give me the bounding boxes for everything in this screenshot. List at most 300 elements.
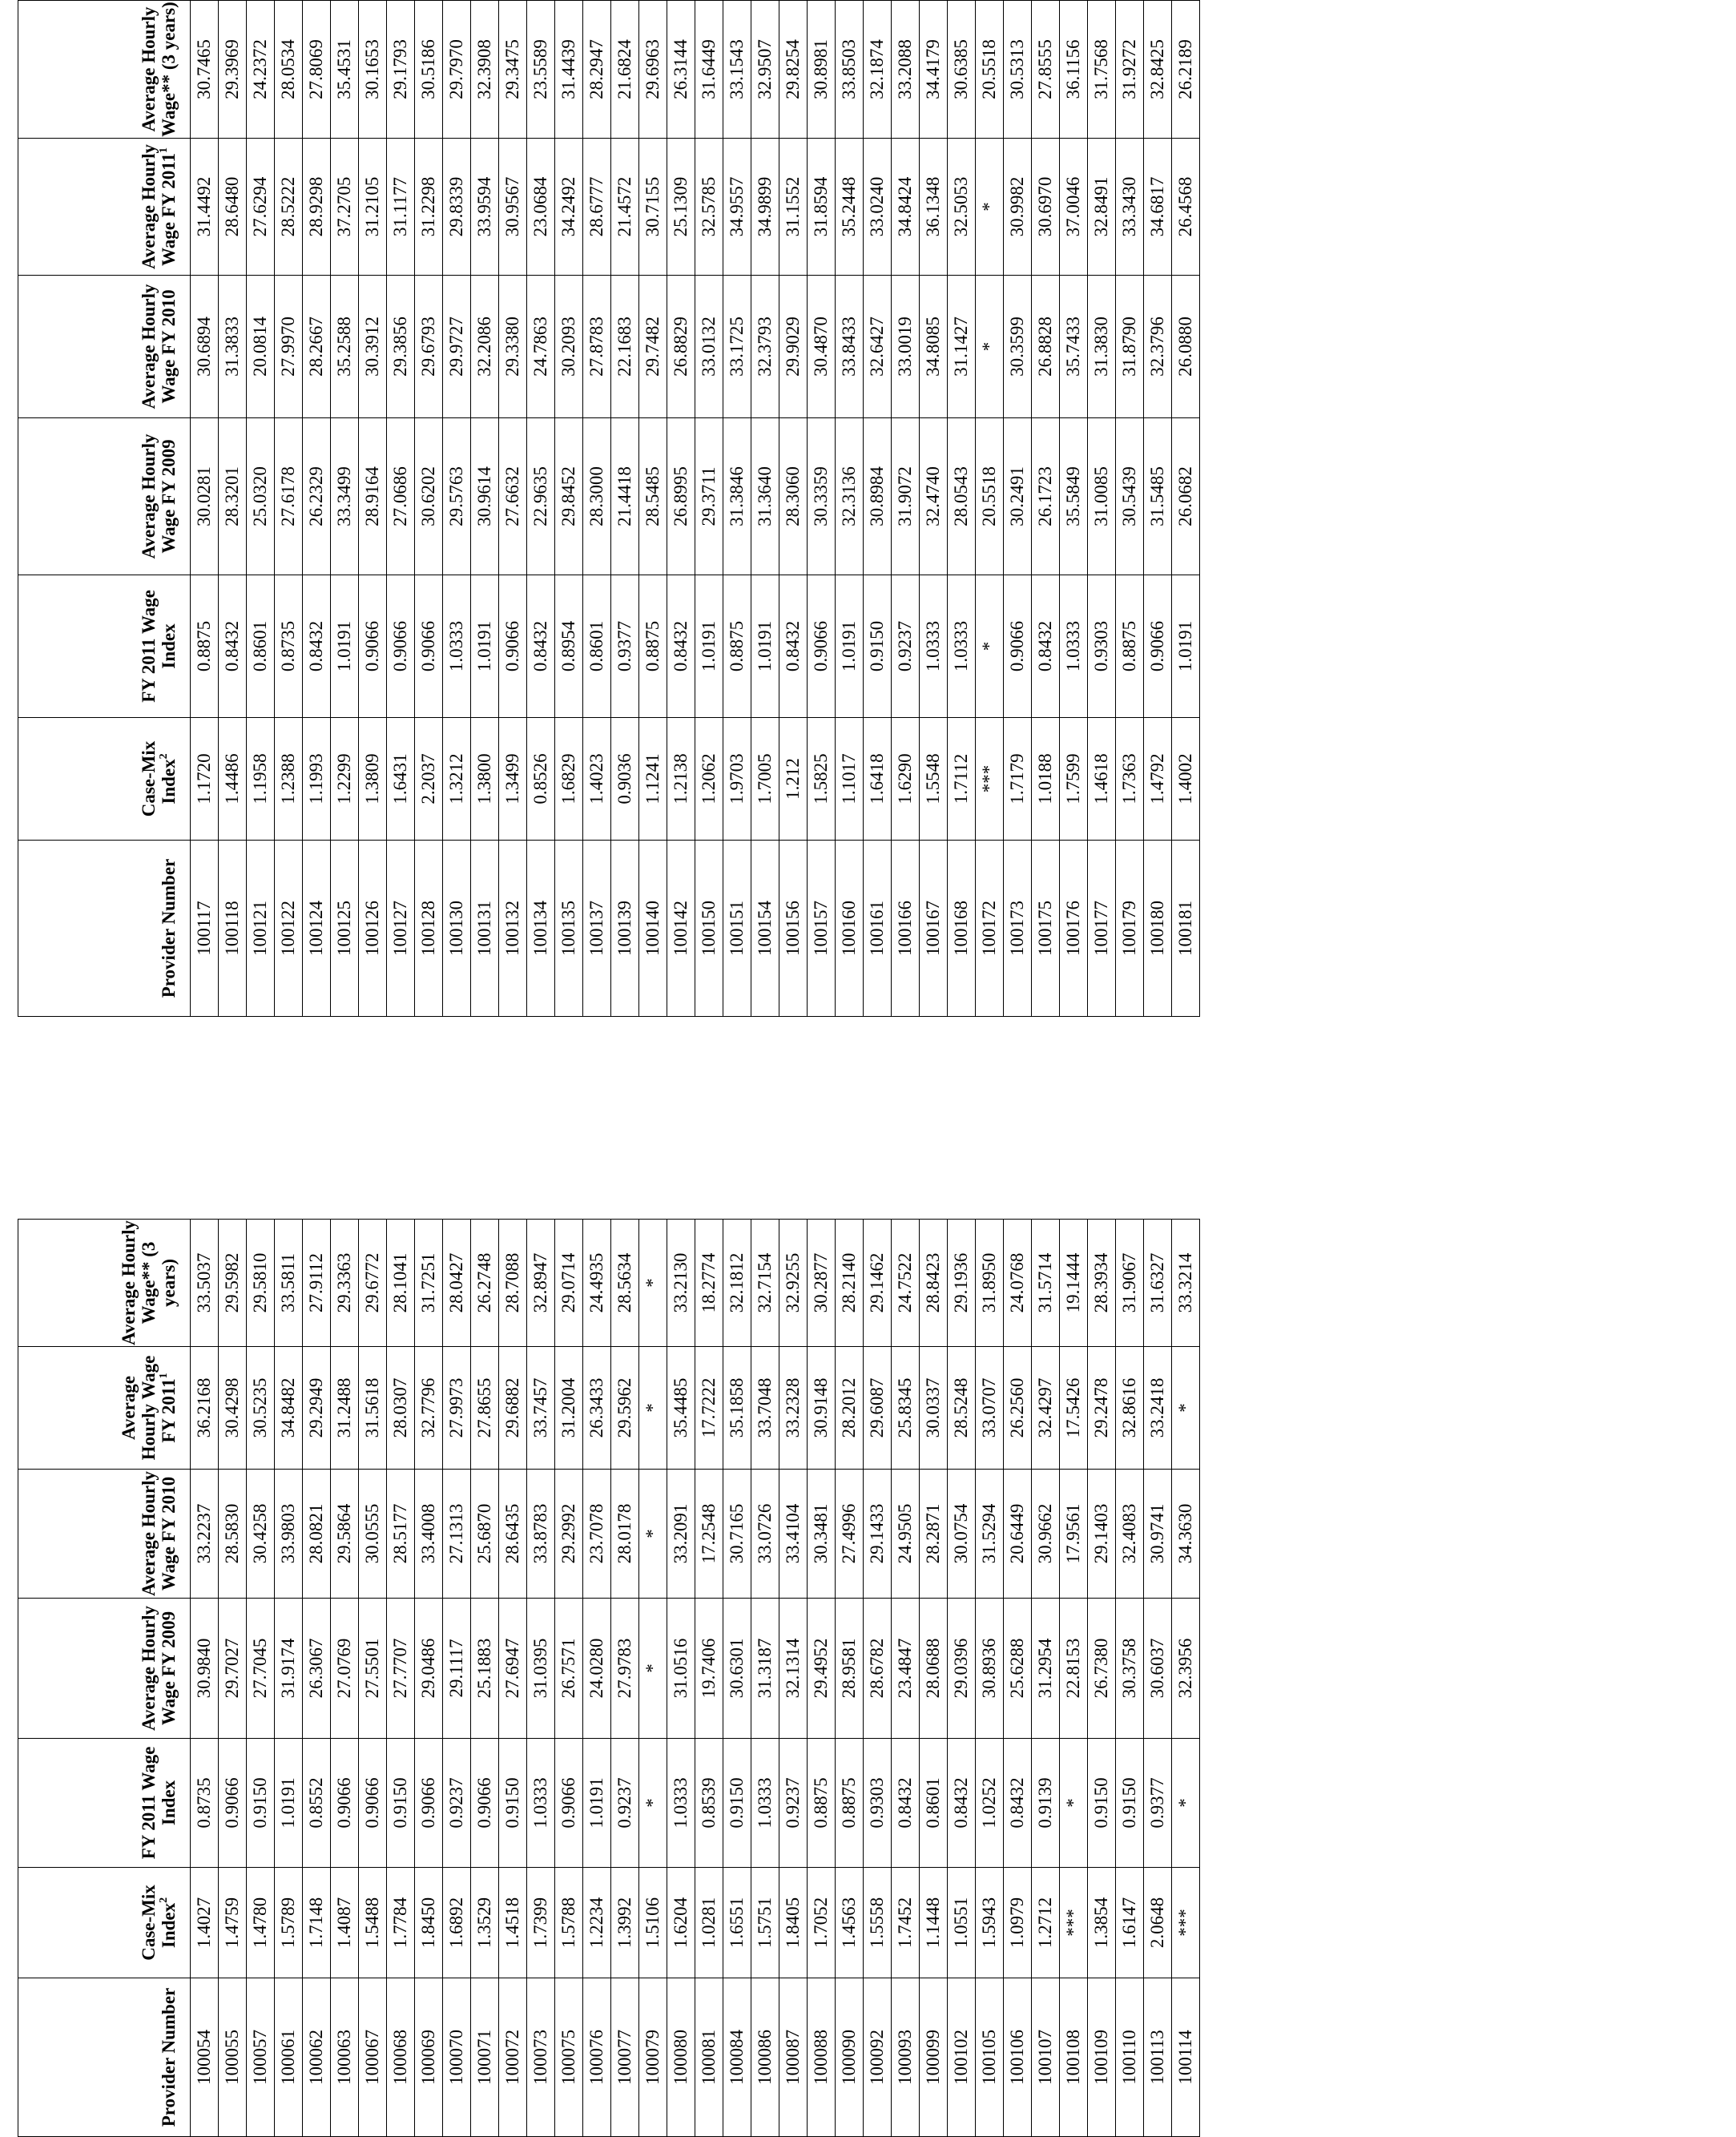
table-row <box>415 1 443 1017</box>
cell-ahw-2010: 33.8433 <box>836 276 864 418</box>
cell-ahw-2009: 27.9783 <box>611 1599 639 1739</box>
cell-case-mix-index: 1.4780 <box>247 1868 275 1978</box>
cell-case-mix-index: 1.0281 <box>695 1868 723 1978</box>
cell-ahw-2011: 25.1309 <box>667 139 695 276</box>
cell-case-mix-index: 1.5488 <box>359 1868 387 1978</box>
table-row <box>864 1 892 1017</box>
cell-ahw-3-years: 29.3363 <box>331 1220 359 1347</box>
cell-ahw-2011: 37.2705 <box>331 139 359 276</box>
cell-wage-index: 0.9066 <box>359 1739 387 1868</box>
cell-ahw-2009: 29.0396 <box>948 1599 976 1739</box>
cell-ahw-3-years: 28.2947 <box>583 1 611 139</box>
cell-ahw-2009: 22.9635 <box>527 418 555 575</box>
cell-ahw-3-years: 30.2877 <box>808 1220 836 1347</box>
cell-provider-number: 100084 <box>723 1978 751 2137</box>
cell-provider-number: 100125 <box>331 841 359 1017</box>
cell-provider-number: 100107 <box>1032 1978 1060 2137</box>
cell-ahw-3-years: 20.5518 <box>976 1 1004 139</box>
cell-wage-index: 1.0333 <box>667 1739 695 1868</box>
cell-wage-index: 0.9150 <box>723 1739 751 1868</box>
cell-wage-index: 0.9377 <box>611 575 639 718</box>
table-row <box>808 1220 836 2137</box>
cell-provider-number: 100063 <box>331 1978 359 2137</box>
cell-wage-index: 0.8432 <box>1032 575 1060 718</box>
cell-provider-number: 100134 <box>527 841 555 1017</box>
cell-case-mix-index: 1.7005 <box>751 718 779 841</box>
cell-ahw-3-years: 26.2748 <box>471 1220 499 1347</box>
cell-provider-number: 100071 <box>471 1978 499 2137</box>
cell-ahw-2011: 28.6480 <box>219 139 247 276</box>
cell-wage-index: 0.9237 <box>892 575 920 718</box>
cell-ahw-3-years: 24.2372 <box>247 1 275 139</box>
cell-provider-number: 100172 <box>976 841 1004 1017</box>
table-row <box>443 1220 471 2137</box>
cell-provider-number: 100070 <box>443 1978 471 2137</box>
cell-wage-index: 0.8954 <box>555 575 583 718</box>
cell-ahw-2009: 30.2491 <box>1004 418 1032 575</box>
cell-ahw-3-years: 32.1874 <box>864 1 892 139</box>
cell-ahw-2011: 17.7222 <box>695 1347 723 1470</box>
table-row <box>275 1220 303 2137</box>
cell-ahw-2010: 33.4008 <box>415 1470 443 1599</box>
cell-wage-index: 0.8735 <box>191 1739 219 1868</box>
cell-ahw-2009: 30.3359 <box>808 418 836 575</box>
cell-provider-number: 100173 <box>1004 841 1032 1017</box>
table-row <box>247 1220 275 2137</box>
cell-ahw-2010: 33.2237 <box>191 1470 219 1599</box>
cell-ahw-2009: 29.7027 <box>219 1599 247 1739</box>
cell-wage-index: 0.9237 <box>611 1739 639 1868</box>
table-row <box>247 1 275 1017</box>
cell-ahw-2011: 33.0707 <box>976 1347 1004 1470</box>
cell-ahw-2009: 28.9164 <box>359 418 387 575</box>
cell-wage-index: * <box>1060 1739 1088 1868</box>
cell-ahw-2009: 29.5763 <box>443 418 471 575</box>
table-row <box>639 1 667 1017</box>
table-row <box>1172 1 1200 1017</box>
cell-provider-number: 100093 <box>892 1978 920 2137</box>
cell-provider-number: 100092 <box>864 1978 892 2137</box>
cell-wage-index: 1.0333 <box>920 575 948 718</box>
cell-wage-index: 0.8601 <box>247 575 275 718</box>
cell-provider-number: 100126 <box>359 841 387 1017</box>
table-row <box>191 1 219 1017</box>
cell-ahw-3-years: 19.1444 <box>1060 1220 1088 1347</box>
cell-ahw-2009: 31.0395 <box>527 1599 555 1739</box>
cell-ahw-2009: 28.3060 <box>779 418 808 575</box>
cell-ahw-2010: 33.0726 <box>751 1470 779 1599</box>
table-row <box>948 1220 976 2137</box>
table-row <box>892 1220 920 2137</box>
cell-ahw-2011: 33.3430 <box>1116 139 1144 276</box>
cell-ahw-2010: 30.0754 <box>948 1470 976 1599</box>
cell-ahw-2010: 28.5177 <box>387 1470 415 1599</box>
table-row <box>303 1 331 1017</box>
cell-ahw-2009: 27.6178 <box>275 418 303 575</box>
cell-case-mix-index: 1.6290 <box>892 718 920 841</box>
cell-case-mix-index: 1.2299 <box>331 718 359 841</box>
table-row <box>948 1 976 1017</box>
cell-ahw-3-years: 29.1462 <box>864 1220 892 1347</box>
cell-ahw-2011: * <box>639 1347 667 1470</box>
cell-wage-index: 0.9066 <box>1144 575 1172 718</box>
cell-ahw-2011: 32.8491 <box>1088 139 1116 276</box>
cell-ahw-2011: 30.0337 <box>920 1347 948 1470</box>
cell-ahw-2011: 31.1177 <box>387 139 415 276</box>
cell-case-mix-index: 1.4087 <box>331 1868 359 1978</box>
cell-ahw-2010: 31.3833 <box>219 276 247 418</box>
table-row <box>667 1220 695 2137</box>
cell-ahw-2011: 31.2004 <box>555 1347 583 1470</box>
cell-ahw-2011: 28.6777 <box>583 139 611 276</box>
wage-table-left <box>18 1219 1200 2137</box>
cell-provider-number: 100113 <box>1144 1978 1172 2137</box>
cell-ahw-2011: 21.4572 <box>611 139 639 276</box>
cell-ahw-2011: 31.8594 <box>808 139 836 276</box>
table-row <box>191 1220 219 2137</box>
cell-ahw-2011: 26.4568 <box>1172 139 1200 276</box>
cell-ahw-3-years: 23.5589 <box>527 1 555 139</box>
cell-case-mix-index: 1.3499 <box>499 718 527 841</box>
table-row <box>303 1220 331 2137</box>
cell-ahw-2009: 30.8936 <box>976 1599 1004 1739</box>
cell-case-mix-index: 1.8405 <box>779 1868 808 1978</box>
cell-ahw-2009: 27.5501 <box>359 1599 387 1739</box>
cell-ahw-2009: 29.4952 <box>808 1599 836 1739</box>
cell-ahw-2010: 27.8783 <box>583 276 611 418</box>
cell-case-mix-index: 1.4618 <box>1088 718 1116 841</box>
cell-ahw-3-years: 35.4531 <box>331 1 359 139</box>
cell-wage-index: 0.9150 <box>499 1739 527 1868</box>
table-row <box>864 1220 892 2137</box>
cell-ahw-2011: 35.2448 <box>836 139 864 276</box>
cell-ahw-2010: 26.0880 <box>1172 276 1200 418</box>
cell-case-mix-index: 1.4486 <box>219 718 247 841</box>
cell-provider-number: 100139 <box>611 841 639 1017</box>
cell-provider-number: 100079 <box>639 1978 667 2137</box>
cell-ahw-2009: 31.3187 <box>751 1599 779 1739</box>
cell-wage-index: 1.0191 <box>836 575 864 718</box>
cell-wage-index: 0.9150 <box>247 1739 275 1868</box>
cell-wage-index: * <box>976 575 1004 718</box>
cell-ahw-2009: 26.7380 <box>1088 1599 1116 1739</box>
cell-provider-number: 100061 <box>275 1978 303 2137</box>
cell-ahw-3-years: 29.6963 <box>639 1 667 139</box>
cell-case-mix-index: 1.9703 <box>723 718 751 841</box>
cell-ahw-2010: 32.3793 <box>751 276 779 418</box>
cell-case-mix-index: 1.4023 <box>583 718 611 841</box>
cell-provider-number: 100132 <box>499 841 527 1017</box>
cell-ahw-2009: 31.9174 <box>275 1599 303 1739</box>
cell-ahw-2011: 35.1858 <box>723 1347 751 1470</box>
cell-case-mix-index: 1.2234 <box>583 1868 611 1978</box>
cell-ahw-2010: 23.7078 <box>583 1470 611 1599</box>
cell-case-mix-index: 1.3854 <box>1088 1868 1116 1978</box>
cell-provider-number: 100122 <box>275 841 303 1017</box>
table-row <box>723 1 751 1017</box>
cell-wage-index: 0.9066 <box>387 575 415 718</box>
cell-ahw-2010: 32.4083 <box>1116 1470 1144 1599</box>
cell-ahw-2011: 34.9899 <box>751 139 779 276</box>
cell-ahw-2009: 26.2329 <box>303 418 331 575</box>
cell-ahw-2009: 27.0769 <box>331 1599 359 1739</box>
cell-ahw-3-years: 27.9112 <box>303 1220 331 1347</box>
cell-wage-index: 0.8601 <box>920 1739 948 1868</box>
cell-ahw-2011: 32.8616 <box>1116 1347 1144 1470</box>
cell-ahw-3-years: 28.0427 <box>443 1220 471 1347</box>
table-row <box>639 1220 667 2137</box>
cell-wage-index: 1.0333 <box>527 1739 555 1868</box>
table-row <box>892 1 920 1017</box>
cell-provider-number: 100150 <box>695 841 723 1017</box>
cell-ahw-3-years: 30.6385 <box>948 1 976 139</box>
cell-ahw-2010: 33.0019 <box>892 276 920 418</box>
header-provider-number: Provider Number <box>18 841 191 1017</box>
cell-provider-number: 100177 <box>1088 841 1116 1017</box>
table-row <box>471 1 499 1017</box>
cell-wage-index: 0.8432 <box>892 1739 920 1868</box>
cell-provider-number: 100080 <box>667 1978 695 2137</box>
cell-ahw-2010: 28.0178 <box>611 1470 639 1599</box>
cell-provider-number: 100130 <box>443 841 471 1017</box>
cell-ahw-2011: 29.8339 <box>443 139 471 276</box>
table-row <box>723 1220 751 2137</box>
cell-provider-number: 100068 <box>387 1978 415 2137</box>
cell-case-mix-index: 1.3529 <box>471 1868 499 1978</box>
cell-ahw-2009: 30.6202 <box>415 418 443 575</box>
cell-provider-number: 100151 <box>723 841 751 1017</box>
cell-ahw-2009: 28.0688 <box>920 1599 948 1739</box>
cell-ahw-2009: 27.7707 <box>387 1599 415 1739</box>
cell-provider-number: 100106 <box>1004 1978 1032 2137</box>
cell-ahw-2011: 28.5222 <box>275 139 303 276</box>
cell-ahw-3-years: 29.5982 <box>219 1220 247 1347</box>
cell-case-mix-index: 1.4792 <box>1144 718 1172 841</box>
cell-provider-number: 100166 <box>892 841 920 1017</box>
cell-ahw-3-years: 32.8425 <box>1144 1 1172 139</box>
cell-ahw-2011: 29.6087 <box>864 1347 892 1470</box>
cell-case-mix-index: 1.7052 <box>808 1868 836 1978</box>
cell-provider-number: 100156 <box>779 841 808 1017</box>
cell-ahw-3-years: 24.4935 <box>583 1220 611 1347</box>
cell-wage-index: 0.9066 <box>555 1739 583 1868</box>
cell-wage-index: 0.8432 <box>779 575 808 718</box>
cell-ahw-2010: 22.1683 <box>611 276 639 418</box>
cell-ahw-3-years: 31.5714 <box>1032 1220 1060 1347</box>
cell-case-mix-index: 1.3212 <box>443 718 471 841</box>
table-row <box>499 1220 527 2137</box>
cell-provider-number: 100161 <box>864 841 892 1017</box>
cell-ahw-2011: 28.5248 <box>948 1347 976 1470</box>
table-row <box>359 1220 387 2137</box>
table-row <box>1032 1 1060 1017</box>
header-ahw-2010: Average Hourly Wage FY 2010 <box>18 1470 191 1599</box>
cell-ahw-2011: 28.9298 <box>303 139 331 276</box>
cell-case-mix-index: 1.4759 <box>219 1868 247 1978</box>
cell-provider-number: 100140 <box>639 841 667 1017</box>
cell-ahw-2009: 31.9072 <box>892 418 920 575</box>
table-row <box>779 1220 808 2137</box>
cell-provider-number: 100124 <box>303 841 331 1017</box>
cell-ahw-3-years: 30.7465 <box>191 1 219 139</box>
cell-case-mix-index: 1.7399 <box>527 1868 555 1978</box>
cell-case-mix-index: 1.5106 <box>639 1868 667 1978</box>
cell-ahw-2011: 31.4492 <box>191 139 219 276</box>
cell-ahw-3-years: 30.8981 <box>808 1 836 139</box>
table-row <box>1060 1220 1088 2137</box>
cell-provider-number: 100137 <box>583 841 611 1017</box>
cell-ahw-2011: 30.7155 <box>639 139 667 276</box>
cell-ahw-2010: 28.2667 <box>303 276 331 418</box>
cell-provider-number: 100157 <box>808 841 836 1017</box>
cell-ahw-2010: 35.7433 <box>1060 276 1088 418</box>
cell-wage-index: 0.8875 <box>723 575 751 718</box>
cell-ahw-2011: 29.5962 <box>611 1347 639 1470</box>
cell-provider-number: 100118 <box>219 841 247 1017</box>
cell-ahw-2011: 26.3433 <box>583 1347 611 1470</box>
cell-wage-index: 0.9066 <box>415 1739 443 1868</box>
cell-ahw-3-years: 29.5810 <box>247 1220 275 1347</box>
cell-wage-index: 0.8432 <box>1004 1739 1032 1868</box>
cell-ahw-3-years: 36.1156 <box>1060 1 1088 139</box>
cell-case-mix-index: 1.7148 <box>303 1868 331 1978</box>
cell-ahw-3-years: 29.3969 <box>219 1 247 139</box>
cell-ahw-3-years: 33.3214 <box>1172 1220 1200 1347</box>
cell-ahw-2011: 27.8655 <box>471 1347 499 1470</box>
cell-ahw-2009: 29.8452 <box>555 418 583 575</box>
cell-case-mix-index: 1.212 <box>779 718 808 841</box>
cell-ahw-2010: 26.8828 <box>1032 276 1060 418</box>
cell-ahw-2011: * <box>976 139 1004 276</box>
table-row <box>499 1 527 1017</box>
cell-ahw-3-years: 32.7154 <box>751 1220 779 1347</box>
cell-ahw-2010: 34.8085 <box>920 276 948 418</box>
cell-ahw-2009: 19.7406 <box>695 1599 723 1739</box>
header-provider-number: Provider Number <box>18 1978 191 2137</box>
cell-ahw-2010: 26.8829 <box>667 276 695 418</box>
table-row <box>471 1220 499 2137</box>
cell-case-mix-index: 1.5788 <box>555 1868 583 1978</box>
cell-ahw-2011: 31.5618 <box>359 1347 387 1470</box>
cell-ahw-2011: 27.6294 <box>247 139 275 276</box>
cell-ahw-2011: 32.4297 <box>1032 1347 1060 1470</box>
cell-case-mix-index: 1.1958 <box>247 718 275 841</box>
cell-ahw-2011: 35.4485 <box>667 1347 695 1470</box>
cell-wage-index: 0.8432 <box>667 575 695 718</box>
cell-ahw-2010: 30.4258 <box>247 1470 275 1599</box>
cell-wage-index: 0.9377 <box>1144 1739 1172 1868</box>
cell-ahw-2010: 28.6435 <box>499 1470 527 1599</box>
cell-ahw-2010: 30.7165 <box>723 1470 751 1599</box>
wage-table-right <box>18 0 1200 1017</box>
cell-ahw-2009: 35.5849 <box>1060 418 1088 575</box>
cell-case-mix-index: 1.6431 <box>387 718 415 841</box>
cell-ahw-2010: 25.6870 <box>471 1470 499 1599</box>
cell-wage-index: 0.9066 <box>359 575 387 718</box>
cell-case-mix-index: *** <box>1060 1868 1088 1978</box>
cell-wage-index: 0.8432 <box>303 575 331 718</box>
cell-ahw-2009: 31.0085 <box>1088 418 1116 575</box>
cell-case-mix-index: 1.0979 <box>1004 1868 1032 1978</box>
cell-ahw-2009: 25.6288 <box>1004 1599 1032 1739</box>
cell-ahw-2010: 29.3856 <box>387 276 415 418</box>
table-row <box>695 1220 723 2137</box>
cell-ahw-2010: 30.9662 <box>1032 1470 1060 1599</box>
cell-ahw-3-years: 33.2088 <box>892 1 920 139</box>
cell-wage-index: 0.9303 <box>864 1739 892 1868</box>
cell-ahw-3-years: 32.9255 <box>779 1220 808 1347</box>
cell-case-mix-index: 1.1720 <box>191 718 219 841</box>
cell-ahw-2009: * <box>639 1599 667 1739</box>
table-row <box>1032 1220 1060 2137</box>
table-row <box>583 1220 611 2137</box>
cell-case-mix-index: 1.7179 <box>1004 718 1032 841</box>
cell-ahw-3-years: 28.7088 <box>499 1220 527 1347</box>
cell-case-mix-index: 1.6147 <box>1116 1868 1144 1978</box>
cell-ahw-2009: 26.0682 <box>1172 418 1200 575</box>
cell-case-mix-index: 1.4027 <box>191 1868 219 1978</box>
cell-wage-index: 0.8539 <box>695 1739 723 1868</box>
cell-ahw-2009: 32.4740 <box>920 418 948 575</box>
cell-ahw-2010: 32.3796 <box>1144 276 1172 418</box>
cell-ahw-2009: 27.6632 <box>499 418 527 575</box>
cell-provider-number: 100176 <box>1060 841 1088 1017</box>
table-row <box>1172 1220 1200 2137</box>
cell-provider-number: 100072 <box>499 1978 527 2137</box>
cell-case-mix-index: 1.2138 <box>667 718 695 841</box>
table-row <box>219 1220 247 2137</box>
cell-ahw-2010: 29.2992 <box>555 1470 583 1599</box>
cell-ahw-2010: 29.5864 <box>331 1470 359 1599</box>
cell-wage-index: 0.9150 <box>1088 1739 1116 1868</box>
cell-ahw-3-years: 30.5186 <box>415 1 443 139</box>
cell-ahw-3-years: 33.2130 <box>667 1220 695 1347</box>
cell-wage-index: * <box>1172 1739 1200 1868</box>
cell-ahw-2009: 30.0281 <box>191 418 219 575</box>
cell-case-mix-index: 2.2037 <box>415 718 443 841</box>
cell-ahw-2011: 31.2105 <box>359 139 387 276</box>
cell-ahw-2011: 30.6970 <box>1032 139 1060 276</box>
cell-provider-number: 100076 <box>583 1978 611 2137</box>
cell-ahw-3-years: 31.8950 <box>976 1220 1004 1347</box>
cell-provider-number: 100127 <box>387 841 415 1017</box>
cell-ahw-2011: 29.2478 <box>1088 1347 1116 1470</box>
cell-ahw-2009: 23.4847 <box>892 1599 920 1739</box>
cell-wage-index: 0.9150 <box>1116 1739 1144 1868</box>
cell-wage-index: 1.0191 <box>751 575 779 718</box>
cell-case-mix-index: 1.5751 <box>751 1868 779 1978</box>
cell-case-mix-index: 1.3992 <box>611 1868 639 1978</box>
cell-ahw-2010: 27.9970 <box>275 276 303 418</box>
cell-ahw-2010: 28.5830 <box>219 1470 247 1599</box>
cell-case-mix-index: 1.4563 <box>836 1868 864 1978</box>
cell-ahw-2009: 31.3640 <box>751 418 779 575</box>
cell-case-mix-index: 1.3800 <box>471 718 499 841</box>
cell-wage-index: 1.0191 <box>471 575 499 718</box>
cell-ahw-2010: 29.9727 <box>443 276 471 418</box>
cell-ahw-2010: 33.9803 <box>275 1470 303 1599</box>
header-ahw-2009: Average Hourly Wage FY 2009 <box>18 418 191 575</box>
cell-case-mix-index: 1.8450 <box>415 1868 443 1978</box>
table-row <box>1144 1220 1172 2137</box>
cell-case-mix-index: 1.5825 <box>808 718 836 841</box>
cell-ahw-3-years: 31.6327 <box>1144 1220 1172 1347</box>
cell-provider-number: 100102 <box>948 1978 976 2137</box>
cell-ahw-3-years: 30.1653 <box>359 1 387 139</box>
cell-case-mix-index: 0.9036 <box>611 718 639 841</box>
header-ahw-2010: Average Hourly Wage FY 2010 <box>18 276 191 418</box>
cell-case-mix-index: 1.1993 <box>303 718 331 841</box>
